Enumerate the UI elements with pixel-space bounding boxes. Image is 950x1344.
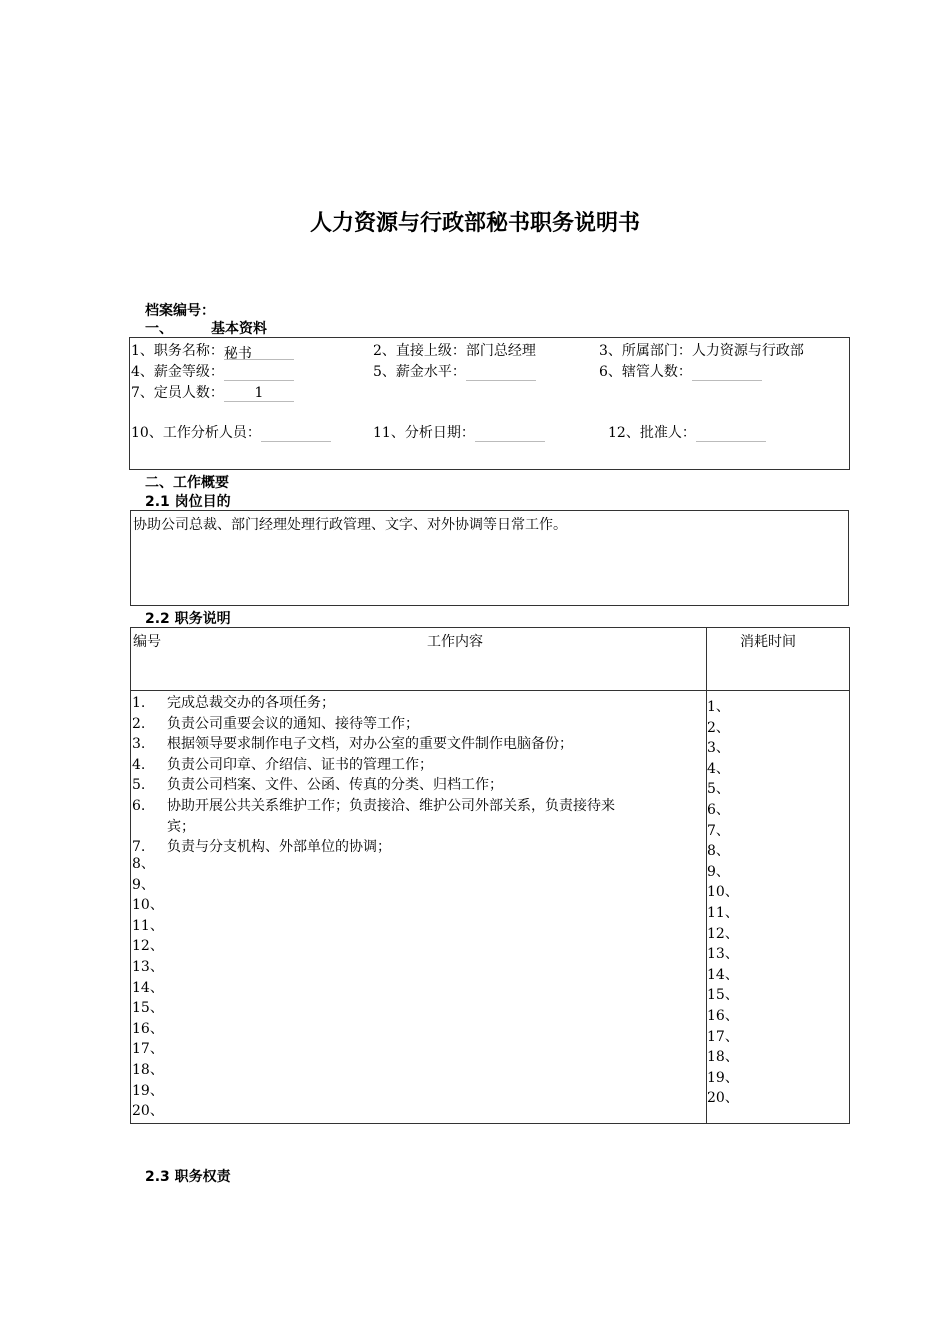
duty-text: 根据领导要求制作电子文档，对办公室的重要文件制作电脑备份； [167, 736, 573, 753]
headcount-value: 1 [224, 385, 294, 402]
salary-grade-label: 4、薪金等级： [131, 364, 224, 380]
headcount-label: 7、定员人数： [131, 385, 224, 401]
job-title-value: 秘书 [224, 343, 294, 360]
duty-num: 6. [132, 798, 146, 814]
time-number: 15、 [707, 987, 739, 1004]
duty-text: 负责公司档案、文件、公函、传真的分类、归档工作； [167, 777, 503, 794]
duty-num: 1. [132, 695, 146, 711]
salary-level-field [373, 361, 536, 381]
duty-num: 5. [132, 777, 146, 794]
col-header-time: 消耗时间 [740, 634, 796, 650]
time-number: 7、 [707, 822, 730, 839]
time-number: 6、 [707, 802, 730, 818]
analysis-date-field [373, 422, 545, 442]
salary-grade-field [131, 361, 294, 381]
purpose-heading: 2.1 岗位目的 [145, 494, 231, 510]
time-number: 12、 [707, 925, 739, 942]
analyst-label: 10、工作分析人员： [131, 425, 261, 441]
section1-heading: 基本资料 [211, 321, 267, 337]
time-number: 17、 [707, 1028, 739, 1045]
approver-field [608, 422, 766, 442]
document-title: 人力资源与行政部秘书职务说明书 [309, 211, 640, 236]
duty-text: 负责公司印章、介绍信、证书的管理工作； [167, 756, 433, 773]
duty-number-empty: 18、 [132, 1062, 164, 1078]
duty-number-empty: 14、 [132, 979, 164, 996]
duty-number-empty: 11、 [132, 917, 164, 934]
file-number-label: 档案编号： [145, 303, 215, 319]
time-number: 2、 [707, 719, 730, 736]
duty-text: 负责公司重要会议的通知、接待等工作； [167, 715, 419, 732]
duty-number-empty: 12、 [132, 938, 164, 955]
analysis-date-value [475, 425, 545, 442]
time-number: 4、 [707, 760, 730, 777]
duty-num: 7. [132, 839, 146, 856]
duty-number-empty: 10、 [132, 897, 164, 914]
time-number: 8、 [707, 843, 730, 860]
duty-num: 3. [132, 736, 146, 753]
analysis-date-label: 11、分析日期： [373, 425, 475, 441]
duty-text: 负责与分支机构、外部单位的协调； [167, 839, 391, 856]
subordinates-field [599, 361, 762, 381]
approver-value [696, 425, 766, 442]
department-label: 3、所属部门： [599, 343, 692, 359]
time-number: 9、 [707, 863, 730, 880]
salary-level-value [466, 364, 536, 381]
subordinates-value [692, 364, 762, 381]
salary-level-label: 5、薪金水平： [373, 364, 466, 380]
duty-number-empty: 17、 [132, 1041, 164, 1058]
headcount-field [131, 382, 294, 402]
analyst-value [261, 425, 331, 442]
department-field [599, 340, 804, 360]
duty-number-empty: 16、 [132, 1020, 164, 1037]
basic-info-table [129, 337, 850, 470]
purpose-text: 协助公司总裁、部门经理处理行政管理、文字、对外协调等日常工作。 [133, 517, 567, 533]
header-divider [131, 690, 849, 691]
duty-number-empty: 15、 [132, 1000, 164, 1017]
duty-number-empty: 8、 [132, 856, 155, 872]
duty-num: 2. [132, 715, 146, 732]
time-number: 14、 [707, 966, 739, 983]
time-number: 1、 [707, 699, 730, 715]
duty-number-empty: 9、 [132, 876, 155, 893]
subordinates-label: 6、辖管人数： [599, 364, 692, 380]
department-value: 人力资源与行政部 [691, 343, 804, 359]
approver-label: 12、批准人： [608, 425, 696, 441]
section2-heading: 二、工作概要 [145, 475, 229, 491]
analyst-field [131, 422, 331, 442]
salary-grade-value [224, 364, 294, 381]
time-number: 10、 [707, 884, 739, 901]
duty-num: 4. [132, 756, 146, 773]
time-number: 16、 [707, 1008, 739, 1024]
duty-number-empty: 13、 [132, 959, 164, 975]
supervisor-label: 2、直接上级： [373, 343, 466, 359]
duties-table [130, 627, 850, 1124]
job-title-label: 1、职务名称： [131, 343, 224, 359]
duty-text: 完成总裁交办的各项任务； [167, 695, 335, 711]
time-number: 13、 [707, 946, 739, 963]
time-number: 20、 [707, 1090, 739, 1107]
supervisor-value: 部门总经理 [465, 343, 536, 359]
time-number: 11、 [707, 905, 739, 921]
duty-number-empty: 20、 [132, 1103, 164, 1120]
purpose-box [130, 510, 849, 606]
time-number: 19、 [707, 1069, 739, 1086]
rights-heading: 2.3 职务权责 [145, 1169, 231, 1185]
duty-text: 协助开展公共关系维护工作；负责接洽、维护公司外部关系，负责接待来 [167, 798, 615, 814]
col-header-number: 编号 [133, 634, 161, 650]
duty-number-empty: 19、 [132, 1082, 164, 1099]
duty-text: 宾； [167, 818, 195, 835]
time-number: 5、 [707, 781, 730, 798]
time-number: 18、 [707, 1049, 739, 1066]
section1-number: 一、 [145, 321, 173, 337]
time-number: 3、 [707, 740, 730, 757]
duties-heading: 2.2 职务说明 [145, 611, 231, 627]
supervisor-field [373, 340, 536, 360]
job-title-field [131, 340, 294, 360]
col-header-content: 工作内容 [427, 634, 483, 650]
